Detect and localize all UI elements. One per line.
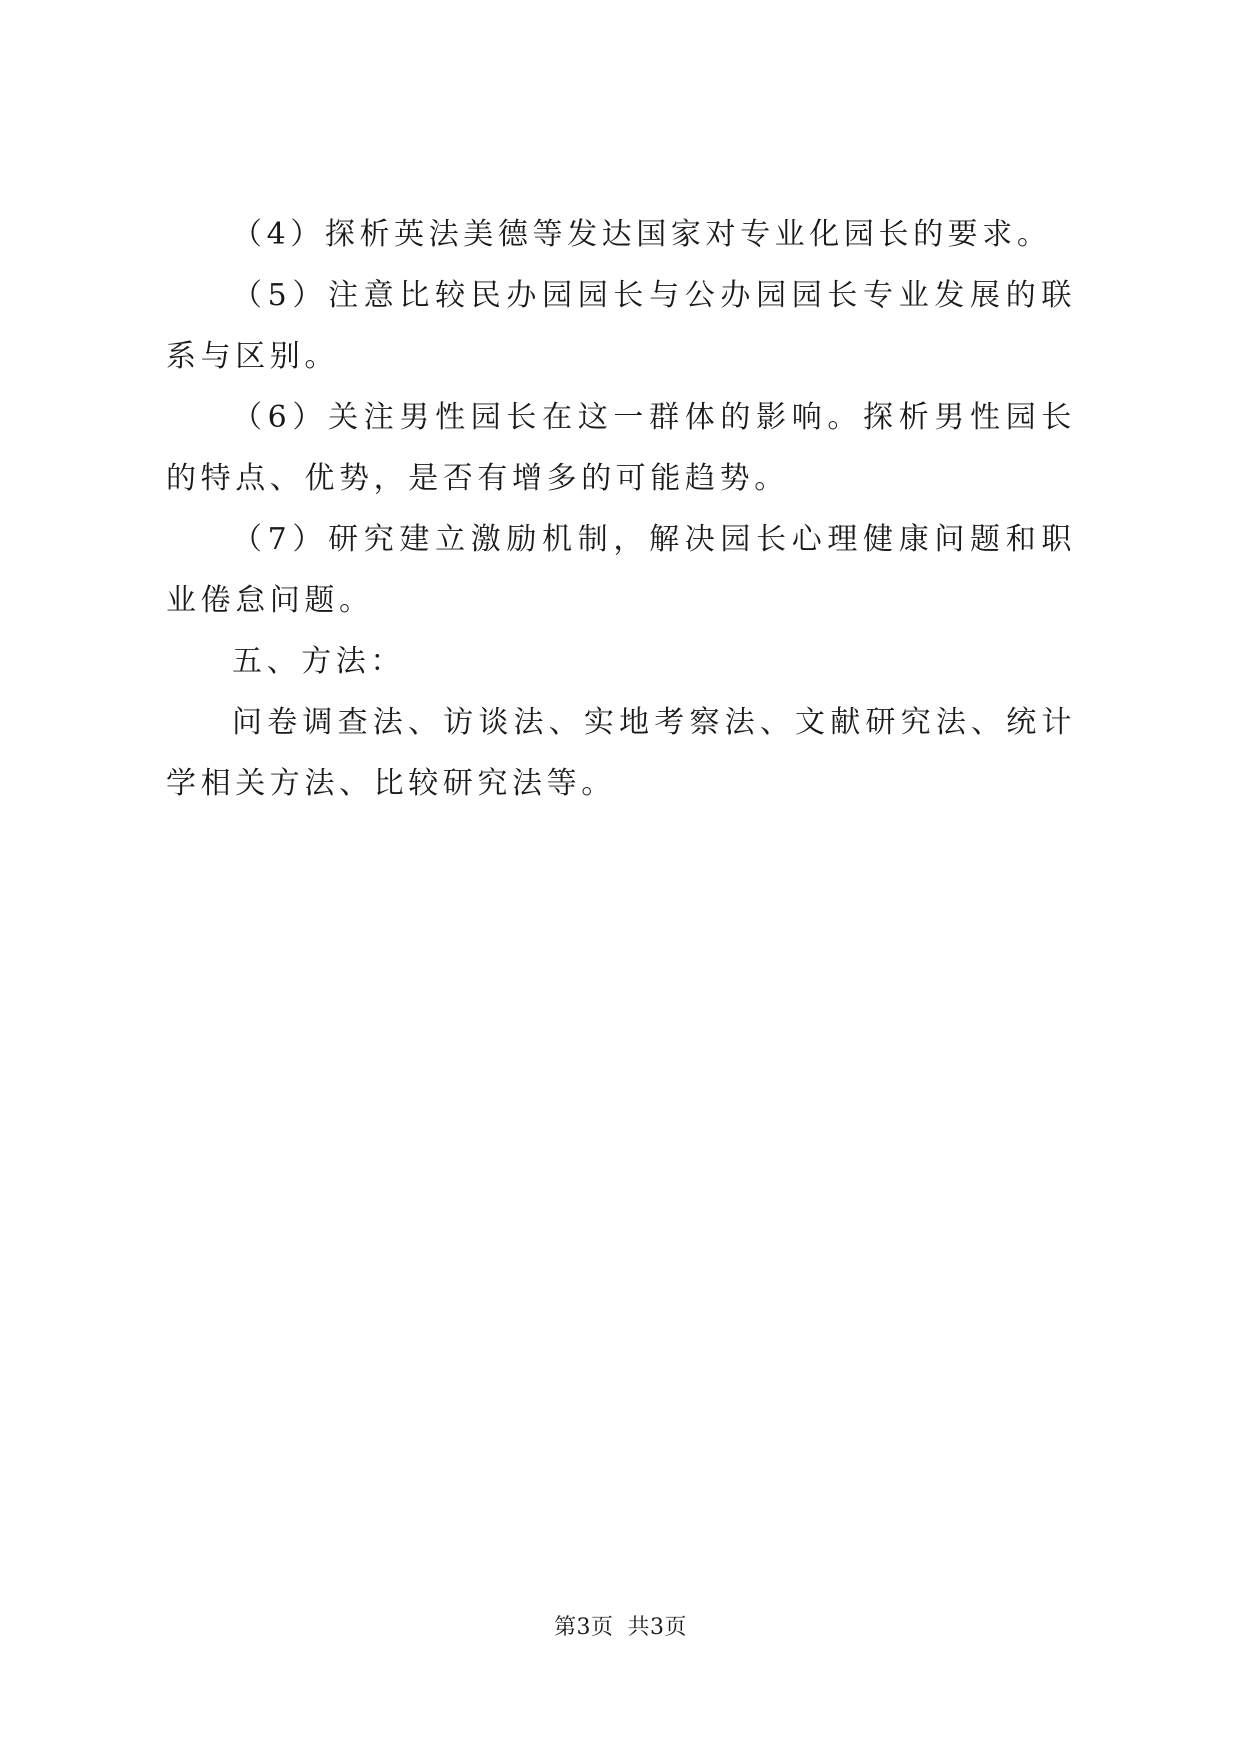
total-page-count: 共3页 <box>627 1615 687 1640</box>
document-body <box>166 204 1076 814</box>
paragraph-item-4: （4）探析英法美德等发达国家对专业化园长的要求。 <box>232 217 1052 252</box>
section-heading-methods: 五、方法： <box>232 644 405 679</box>
paragraph-methods: 问卷调查法、访谈法、实地考察法、文献研究法、统计学相关方法、比较研究法等。 <box>166 705 1076 801</box>
current-page-number: 第3页 <box>554 1615 614 1640</box>
paragraph-item-6: （6）关注男性园长在这一群体的影响。探析男性园长的特点、优势，是否有增多的可能趋势。 <box>166 400 1076 496</box>
page-footer <box>0 1610 1241 1641</box>
paragraph-item-5: （5）注意比较民办园园长与公办园园长专业发展的联系与区别。 <box>166 278 1076 374</box>
paragraph-item-7: （7）研究建立激励机制，解决园长心理健康问题和职业倦怠问题。 <box>166 522 1076 618</box>
